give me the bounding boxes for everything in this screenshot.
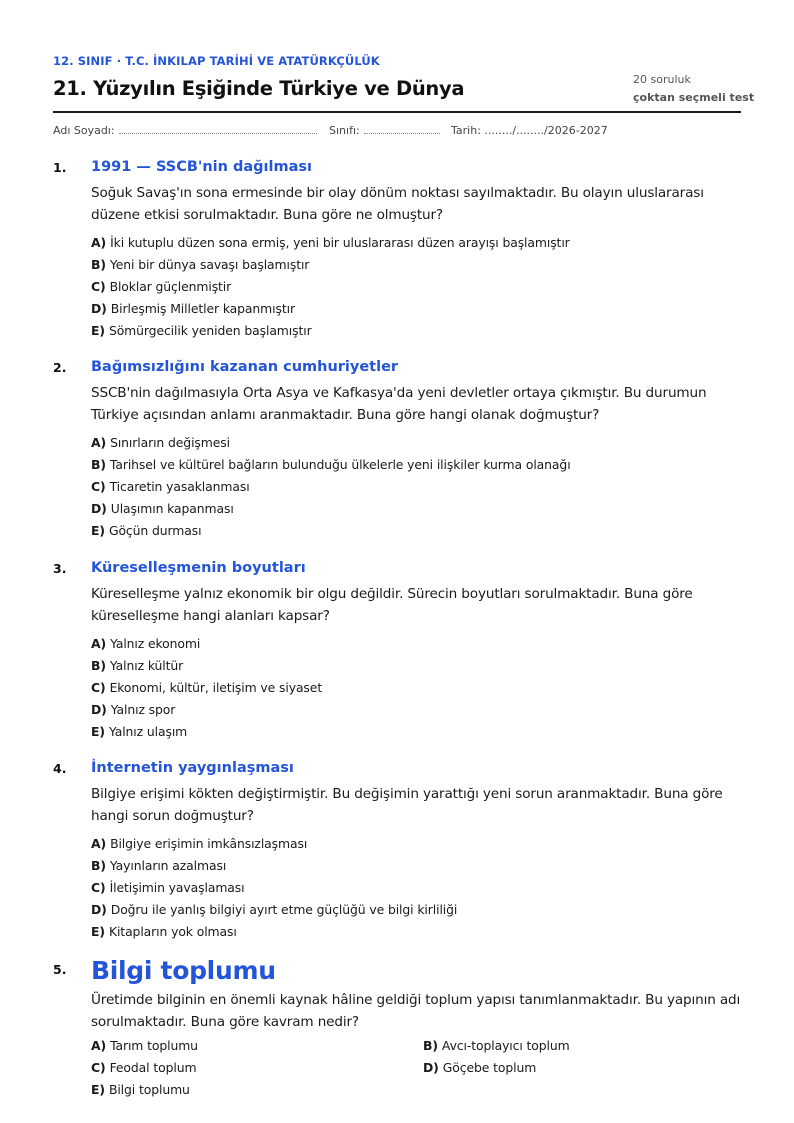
name-field — [53, 124, 317, 137]
question-heading: Küreselleşmenin boyutları — [91, 560, 306, 576]
header-divider — [53, 111, 741, 113]
class-label: Sınıfı: — [329, 124, 360, 137]
question-heading: İnternetin yaygınlaşması — [91, 760, 294, 776]
question-number: 2. — [53, 360, 67, 375]
option-d[interactable]: D) Birleşmiş Milletler kapanmıştır — [91, 301, 295, 316]
question-number: 4. — [53, 761, 67, 776]
option-e[interactable]: E) Bilgi toplumu — [91, 1082, 190, 1097]
question-heading: Bilgi toplumu — [91, 956, 276, 985]
question-number: 1. — [53, 160, 67, 175]
option-c[interactable]: C) Ekonomi, kültür, iletişim ve siyaset — [91, 680, 323, 695]
name-label: Adı Soyadı: — [53, 124, 115, 137]
test-type: çoktan seçmeli test — [633, 91, 755, 104]
option-c[interactable]: C) Feodal toplum — [91, 1060, 197, 1075]
option-a[interactable]: A) Sınırların değişmesi — [91, 435, 230, 450]
date-label: Tarih: ......../......../2026-2027 — [451, 124, 608, 137]
option-e[interactable]: E) Kitapların yok olması — [91, 924, 237, 939]
option-c[interactable]: C) Bloklar güçlenmiştir — [91, 279, 232, 294]
option-list — [91, 833, 741, 943]
option-e[interactable]: E) Yalnız ulaşım — [91, 724, 188, 739]
name-blank — [119, 124, 317, 134]
option-b[interactable]: B) Yeni bir dünya savaşı başlamıştır — [91, 257, 310, 272]
option-a[interactable]: A) Yalnız ekonomi — [91, 636, 201, 651]
question-text: Küreselleşme yalnız ekonomik bir olgu değildir. Sürecin boyutları sorulmaktadır. Buna göre küreselleşme hangi alanları kapsar? — [91, 586, 693, 624]
option-list — [91, 633, 741, 743]
question-text: Üretimde bilginin en önemli kaynak hâline geldiği toplum yapısı tanımlanmaktadır. Bu yapının adı sorulmaktadır. Buna göre kavram nedir? — [91, 992, 741, 1030]
option-b[interactable]: B) Yalnız kültür — [91, 658, 184, 673]
question-heading: 1991 — SSCB'nin dağılması — [91, 159, 312, 175]
option-grid — [91, 1035, 741, 1101]
option-b[interactable]: B) Tarihsel ve kültürel bağların bulunduğu ülkelerle yeni ilişkiler kurma olanağı — [91, 457, 571, 472]
option-list — [91, 232, 741, 342]
class-blank — [364, 124, 440, 134]
option-d[interactable]: D) Yalnız spor — [91, 702, 176, 717]
option-b[interactable]: B) Avcı-toplayıcı toplum — [423, 1038, 570, 1053]
option-e[interactable]: E) Sömürgecilik yeniden başlamıştır — [91, 323, 312, 338]
page-title: 21. Yüzyılın Eşiğinde Türkiye ve Dünya — [53, 77, 465, 100]
option-d[interactable]: D) Ulaşımın kapanması — [91, 501, 234, 516]
option-c[interactable]: C) İletişimin yavaşlaması — [91, 880, 245, 895]
question-text: SSCB'nin dağılmasıyla Orta Asya ve Kafkasya'da yeni devletler ortaya çıkmıştır. Bu durumun Türkiye açısından anlamı aranmaktadır. Buna göre hangi olanak doğmuştur? — [91, 385, 707, 423]
question-count: 20 soruluk — [633, 73, 691, 86]
question-text: Bilgiye erişimi kökten değiştirmiştir. Bu değişimin yarattığı yeni sorun aranmaktadır. Buna göre hangi sorun doğmuştur? — [91, 786, 723, 824]
question-heading: Bağımsızlığını kazanan cumhuriyetler — [91, 359, 399, 375]
option-a[interactable]: A) Bilgiye erişimin imkânsızlaşması — [91, 836, 308, 851]
class-field — [329, 124, 440, 137]
option-e[interactable]: E) Göçün durması — [91, 523, 202, 538]
option-a[interactable]: A) Tarım toplumu — [91, 1038, 198, 1053]
question-text: Soğuk Savaş'ın sona ermesinde bir olay dönüm noktası sayılmaktadır. Bu olayın uluslararası düzene etkisi sorulmaktadır. Buna göre ne olmuştur? — [91, 185, 704, 223]
date-field — [451, 124, 608, 137]
test-meta — [633, 71, 754, 107]
option-list — [91, 432, 741, 542]
option-a[interactable]: A) İki kutuplu düzen sona ermiş, yeni bir uluslararası düzen arayışı başlamıştır — [91, 235, 570, 250]
option-d[interactable]: D) Doğru ile yanlış bilgiyi ayırt etme güçlüğü ve bilgi kirliliği — [91, 902, 458, 917]
option-b[interactable]: B) Yayınların azalması — [91, 858, 227, 873]
question-number: 3. — [53, 561, 67, 576]
subject-label: 12. SINIF · T.C. İNKILAP TARİHİ VE ATATÜRKÇÜLÜK — [53, 54, 380, 68]
option-d[interactable]: D) Göçebe toplum — [423, 1060, 537, 1075]
option-c[interactable]: C) Ticaretin yasaklanması — [91, 479, 250, 494]
question-number: 5. — [53, 962, 67, 977]
